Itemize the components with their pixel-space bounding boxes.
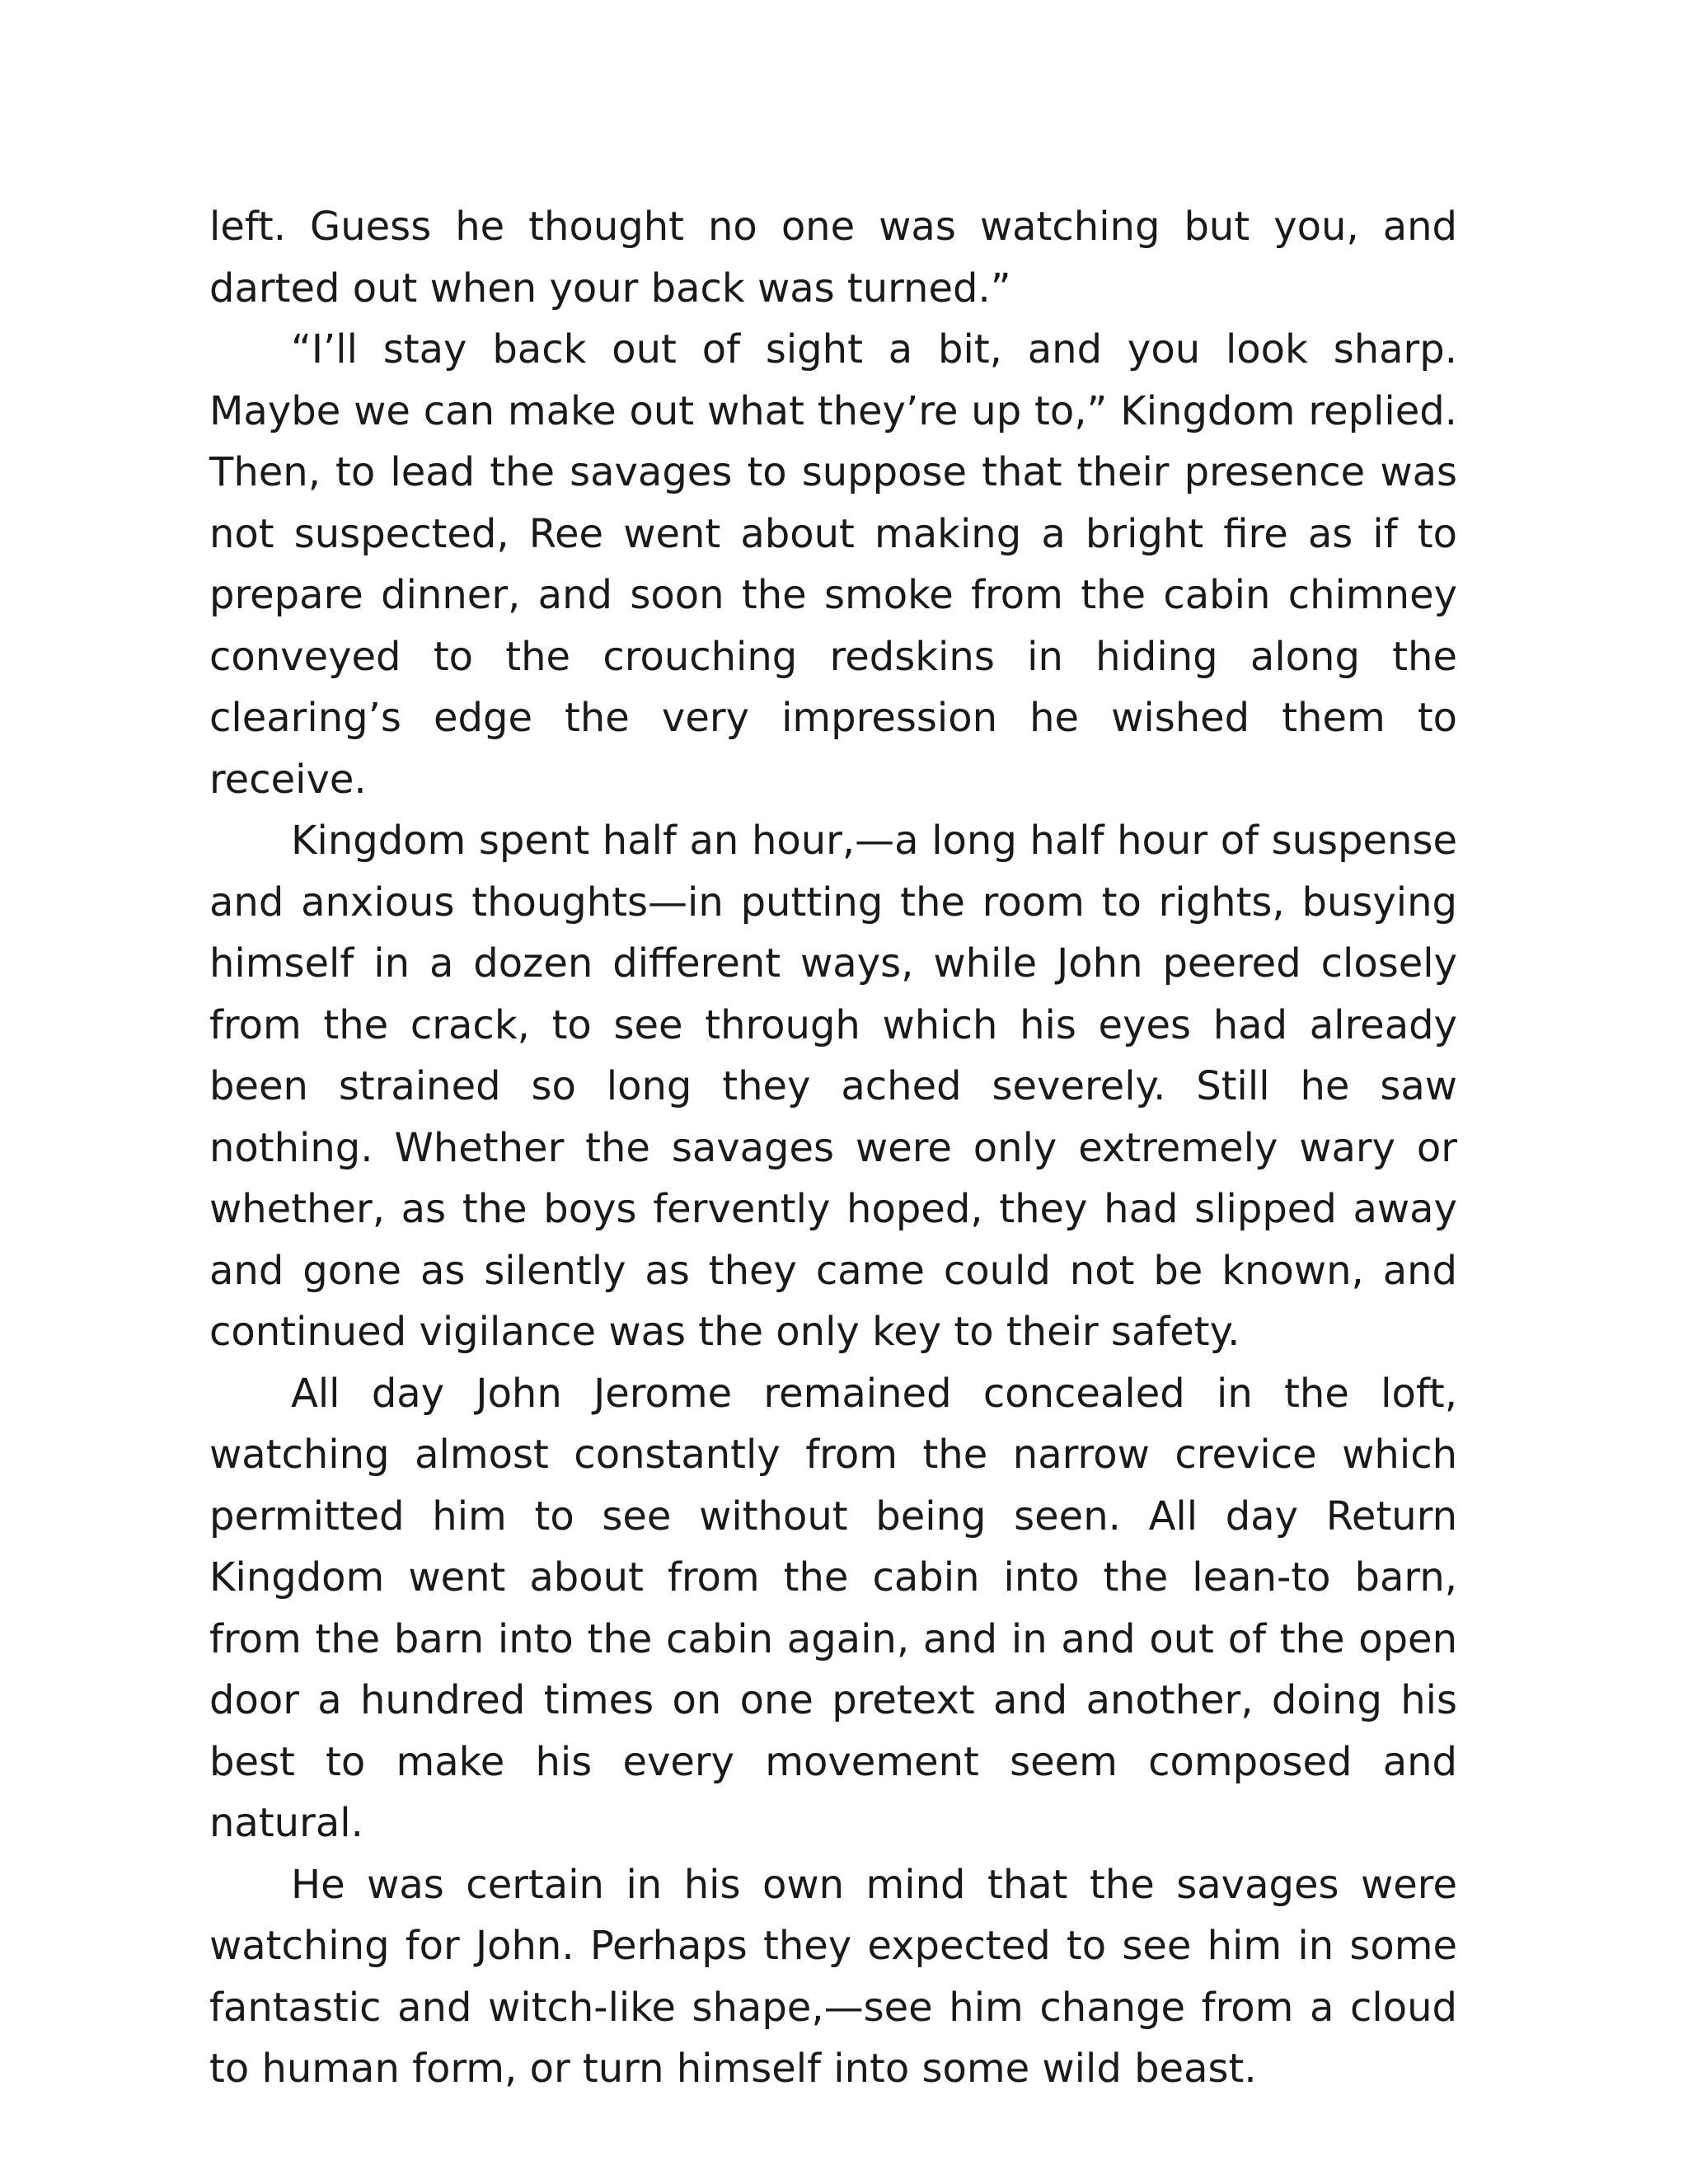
- paragraph: He was certain in his own mind that the savages were watching for John. Perhaps they expected to see him in some fantastic and witch-like shape,—see him change from a cloud to human form, or turn himself into some wild beast.: [209, 1861, 1457, 2092]
- paragraph: All day John Jerome remained concealed in the loft, watching almost constantly from the narrow crevice which permitted him to see without being seen. All day Return Kingdom went about from the cabin into the lean-to barn, from the barn into the cabin again, and in and out of the open door a hundred times on one pretext and another, doing his best to make his every movement seem composed and natural.: [209, 1370, 1457, 1846]
- paragraph: “I’ll stay back out of sight a bit, and you look sharp. Maybe we can make out what they’re up to,” Kingdom replied. Then, to lead the savages to suppose that their presence was not suspected, Ree went about making a bright fire as if to prepare dinner, and soon the smoke from the cabin chimney conveyed to the crouching redskins in hiding along the clearing’s edge the very impression he wished them to receive.: [209, 326, 1457, 803]
- paragraph-continued: left. Guess he thought no one was watching but you, and darted out when your back was turned.”: [209, 204, 1457, 312]
- paragraph: Kingdom spent half an hour,—a long half hour of suspense and anxious thoughts—in putting the room to rights, busying himself in a dozen different ways, while John peered closely from the crack, to see through which his eyes had already been strained so long they ached severely. Still he saw nothing. Whether the savages were only extremely wary or whether, as the boys fervently hoped, they had slipped away and gone as silently as they came could not be known, and continued vigilance was the only key to their safety.: [209, 818, 1457, 1355]
- body-text: [209, 196, 1457, 2100]
